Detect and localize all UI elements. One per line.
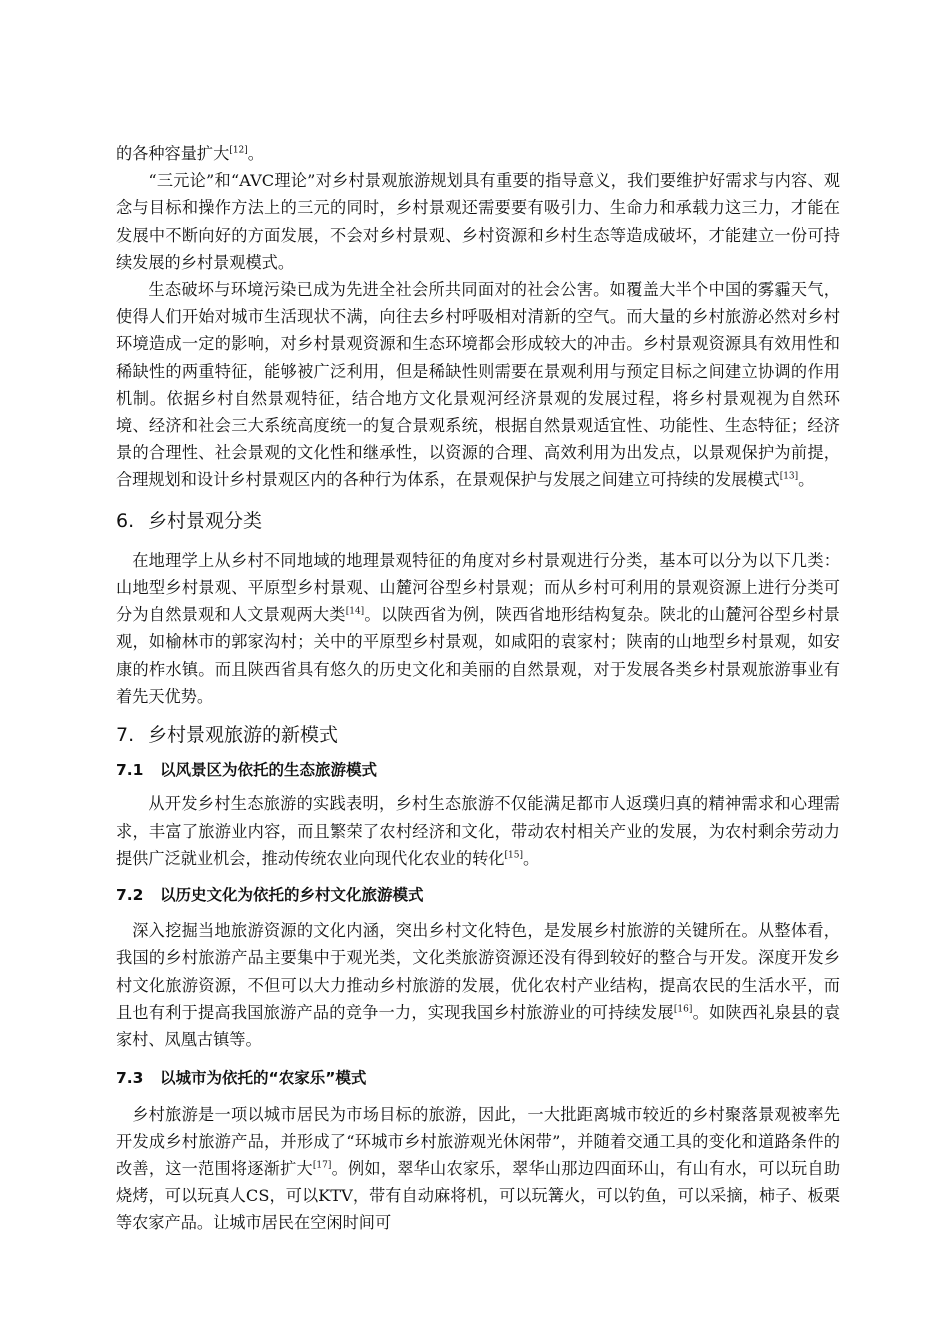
citation-ref: [17] — [312, 1160, 332, 1171]
paragraph-cultural-tourism: 深入挖掘当地旅游资源的文化内涵，突出乡村文化特色，是发展乡村旅游的关键所在。从整体看，我国的乡村旅游产品主要集中于观光类，文化类旅游资源还没有得到较好的整合与开发。深度开发乡村文化旅游资源，不但可以大力推动乡村旅游的发展，优化农村产业结构，提高农民的生活水平，而且也有利于提高我国旅游产品的竞争一力，实现我国乡村旅游业的可持续发展[16]。如陕西礼泉县的袁家村、凤凰古镇等。 — [116, 921, 841, 1050]
heading-title: 以风景区为依托的生态旅游模式 — [160, 761, 378, 780]
citation-ref: [13] — [779, 472, 799, 483]
paragraph-eco-tourism: 从开发乡村生态旅游的实践表明，乡村生态旅游不仅能满足都市人返璞归真的精神需求和心理需求，丰富了旅游业内容，而且繁荣了农村经济和文化，带动农村相关产业的发展，为农村剩余劳动力提供广泛就业机会，推动传统农业向现代化农业的转化[15]。 — [116, 794, 840, 868]
paragraph-avc-theory: “三元论”和“AVC理论”对乡村景观旅游规划具有重要的指导意义，我们要维护好需求与内容、观念与目标和操作方法上的三元的同时，乡村景观还需要要有吸引力、生命力和承载力这三力，才能在发展中不断向好的方面发展，不会对乡村景观、乡村资源和乡村生态等造成破坏，才能建立一份可持续发展的乡村景观模式。 — [116, 171, 840, 272]
heading-number: 6. — [116, 509, 135, 532]
section-heading-7 — [116, 722, 840, 749]
document-page — [116, 140, 840, 1237]
heading-title: 乡村景观分类 — [148, 509, 263, 532]
subsection-heading-7-2 — [116, 882, 840, 909]
subsection-heading-7-1 — [116, 757, 840, 784]
paragraph-text: 的各种容量扩大 — [116, 144, 230, 163]
heading-number: 7.1 — [116, 761, 144, 780]
paragraph-farmhouse: 乡村旅游是一项以城市居民为市场目标的旅游，因此，一大批距离城市较近的乡村聚落景观被率先开发成乡村旅游产品，并形成了“环城市乡村旅游观光休闲带”，并随着交通工具的变化和道路条件的改善，这一范围将逐渐扩大[17]。例如，翠华山农家乐，翠华山那边四面环山，有山有水，可以玩自助烧烤，可以玩真人CS，可以KTV，带有自动麻将机，可以玩篝火，可以钓鱼，可以采摘，柿子、板栗等农家产品。让城市居民在空闲时间可 — [116, 1104, 841, 1233]
paragraph-text: 生态破坏与环境污染已成为先进全社会所共同面对的社会公害。如覆盖大半个中国的雾霾天气，使得人们开始对城市生活现状不满，向往去乡村呼吸相对清新的空气。而大量的乡村旅游必然对乡村环境造成一定的影响，对乡村景观资源和生态环境都会形成较大的冲击。乡村景观资源具有效用性和稀缺性的两重特征，能够被广泛利用，但是稀缺性则需要在景观利用与预定目标之间建立协调的作用机制。依据乡村自然景观特征，结合地方文化景观河经济景观的发展过程，将乡村景观视为自然环境、经济和社会三大系统高度统一的复合景观系统，根据自然景观适宜性、功能性、生态特征；经济景的合理性、社会景观的文化性和继承性，以资源的合理、高效利用为出发点，以景观保护为前提，合理规划和设计乡村景观区内的各种行为体系，在景观保护与发展之间建立可持续的发展模式 — [116, 280, 840, 490]
citation-ref: [12] — [229, 145, 248, 156]
citation-ref: [14] — [345, 606, 365, 617]
heading-number: 7.2 — [116, 886, 144, 905]
subsection-heading-7-3 — [116, 1065, 840, 1092]
citation-ref: [15] — [504, 850, 523, 861]
heading-number: 7.3 — [116, 1069, 144, 1088]
citation-ref: [16] — [673, 1004, 693, 1015]
paragraph-text: 从开发乡村生态旅游的实践表明，乡村生态旅游不仅能满足都市人返璞归真的精神需求和心理需求，丰富了旅游业内容，而且繁荣了农村经济和文化，带动农村相关产业的发展，为农村剩余劳动力提供广泛就业机会，推动传统农业向现代化农业的转化 — [116, 794, 840, 868]
heading-title: 以城市为依托的“农家乐”模式 — [160, 1069, 367, 1088]
paragraph-text: 乡村旅游是一项以城市居民为市场目标的旅游，因此，一大批距离城市较近的乡村聚落景观被率先开发成乡村旅游产品，并形成了“环城市乡村旅游观光休闲带”，并随着交通工具的变化和道路条件的改善，这一范围将逐渐扩大 — [116, 1104, 840, 1178]
heading-number: 7. — [116, 724, 135, 747]
heading-title: 乡村景观旅游的新模式 — [148, 724, 339, 747]
section-heading-6 — [116, 508, 840, 535]
paragraph-text: 在地理学上从乡村不同地域的地理景观特征的角度对乡村景观进行分类，基本可以分为以下几类：山地型乡村景观、平原型乡村景观、山麓河谷型乡村景观；而从乡村可利用的景观资源上进行分类可分为自然景观和人文景观两大类 — [116, 550, 840, 625]
paragraph-text: 深入挖掘当地旅游资源的文化内涵，突出乡村文化特色，是发展乡村旅游的关键所在。从整体看，我国的乡村旅游产品主要集中于观光类，文化类旅游资源还没有得到较好的整合与开发。深度开发乡村文化旅游资源，不但可以大力推动乡村旅游的发展，优化农村产业结构，提高农民的生活水平，而且也有利于提高我国旅游产品的竞争一力，实现我国乡村旅游业的可持续发展 — [116, 921, 840, 1022]
paragraph-continuation: 的各种容量扩大[12]。 — [116, 144, 264, 163]
paragraph-classification: 在地理学上从乡村不同地域的地理景观特征的角度对乡村景观进行分类，基本可以分为以下几类：山地型乡村景观、平原型乡村景观、山麓河谷型乡村景观；而从乡村可利用的景观资源上进行分类可分为自然景观和人文景观两大类[14]。以陕西省为例，陕西省地形结构复杂。陕北的山麓河谷型乡村景观，如榆林市的郭家沟村；关中的平原型乡村景观，如咸阳的袁家村；陕南的山地型乡村景观，如安康的柞水镇。而且陕西省具有悠久的历史文化和美丽的自然景观，对于发展各类乡村景观旅游事业有着先天优势。 — [116, 550, 840, 706]
heading-title: 以历史文化为依托的乡村文化旅游模式 — [160, 886, 424, 905]
paragraph-ecology: 生态破坏与环境污染已成为先进全社会所共同面对的社会公害。如覆盖大半个中国的雾霾天气，使得人们开始对城市生活现状不满，向往去乡村呼吸相对清新的空气。而大量的乡村旅游必然对乡村环境造成一定的影响，对乡村景观资源和生态环境都会形成较大的冲击。乡村景观资源具有效用性和稀缺性的两重特征，能够被广泛利用，但是稀缺性则需要在景观利用与预定目标之间建立协调的作用机制。依据乡村自然景观特征，结合地方文化景观河经济景观的发展过程，将乡村景观视为自然环境、经济和社会三大系统高度统一的复合景观系统，根据自然景观适宜性、功能性、生态特征；经济景的合理性、社会景观的文化性和继承性，以资源的合理、高效利用为出发点，以景观保护为前提，合理规划和设计乡村景观区内的各种行为体系，在景观保护与发展之间建立可持续的发展模式[13]。 — [116, 280, 840, 490]
